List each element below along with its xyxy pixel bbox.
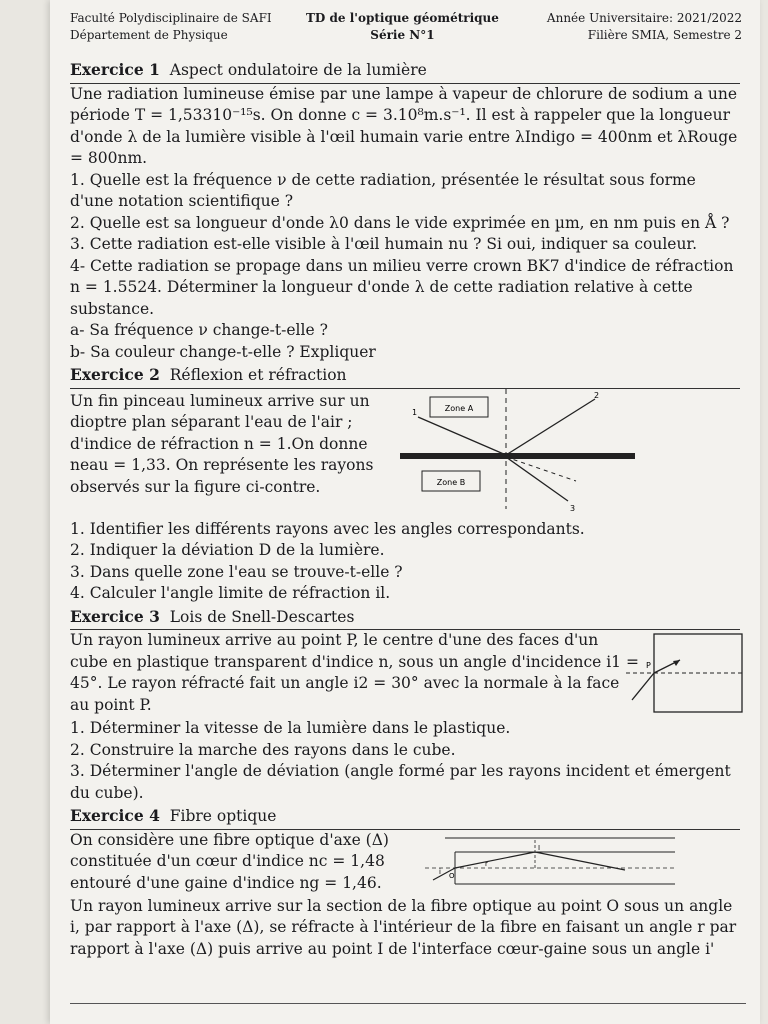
ray-3-label: 3 — [570, 503, 576, 513]
exercise-topic: Aspect ondulatoire de la lumière — [169, 61, 427, 79]
reflected-ray — [535, 852, 625, 870]
ex1-intro: Une radiation lumineuse émise par une lampe à vapeur de chlorure de sodium a une période T = 1,53310⁻¹⁵s. On donne c = 3.10⁸m.s⁻¹. Il est à rappeler que la longueur d'onde λ de la lumière visible à l'œil humain varie entre λIndigo = 400nm et λRouge = 800nm. — [70, 84, 738, 167]
ex3-intro: Un rayon lumineux arrive au point P, le centre d'une des faces d'un cube en plastique transparent d'indice n, sous un angle d'incidence i1 = 45°. Le rayon réfracté fait un angle i2 = 30° avec la normale à la face au point P. — [70, 631, 639, 714]
ex2-question-3: 3. Dans quelle zone l'eau se trouve-t-elle ? — [70, 562, 403, 581]
exercise-topic: Réflexion et réfraction — [169, 366, 347, 384]
exercise-3-title — [70, 606, 740, 631]
ex2-question-2: 2. Indiquer la déviation D de la lumière. — [70, 541, 385, 559]
ex3-question-2: 2. Construire la marche des rayons dans le cube. — [70, 740, 456, 759]
ex4-text-2: Un rayon lumineux arrive sur la section de la fibre optique au point O sous un angle i, par rapport à l'axe (Δ), se réfracte à l'intérieur de la fibre en faisant un angle r par rapport à l'axe (Δ) puis arrive au point I de l'interface cœur-gaine sous un angle i' — [70, 896, 737, 958]
ray-1-label: 1 — [412, 407, 418, 417]
point-p-label: P — [646, 661, 651, 670]
ex2-intro-row — [70, 389, 740, 519]
ray-1 — [418, 417, 506, 455]
exercise-number: Exercice 3 — [70, 606, 160, 626]
exercise-2-title — [70, 364, 740, 389]
ray-2 — [506, 399, 595, 455]
zone-b-label: Zone B — [436, 477, 466, 487]
ex3-question-1: 1. Déterminer la vitesse de la lumière dans le plastique. — [70, 719, 511, 737]
department-name: Département de Physique — [70, 28, 228, 42]
ex2-intro: Un fin pinceau lumineux arrive sur un dioptre plan séparant l'eau de l'air ; d'indice de réfraction n = 1.On donne neau = 1,33. On représente les rayons observés sur la figure ci-contre. — [70, 391, 374, 496]
ex3-intro-row — [70, 630, 740, 718]
ex3-question-3: 3. Déterminer l'angle de déviation (angle formé par les rayons incident et émergent du cube). — [70, 762, 731, 802]
ex1-question-4a: a- Sa fréquence ν change-t-elle ? — [70, 321, 328, 339]
td-title: TD de l'optique géométrique — [306, 11, 499, 25]
footer-rule — [70, 1003, 746, 1004]
point-i-label: I — [538, 843, 541, 852]
ex1-question-4: 4- Cette radiation se propage dans un milieu verre crown BK7 d'indice de réfraction n = 1.5524. Déterminer la longueur d'onde λ de cette radiation relative à cette substance. — [70, 256, 734, 318]
ex1-question-3: 3. Cette radiation est-elle visible à l'œil humain nu ? Si oui, indiquer sa couleur. — [70, 235, 698, 253]
document-body — [70, 58, 740, 960]
faculty-name: Faculté Polydisciplinaire de SAFI — [70, 11, 272, 25]
filiere: Filière SMIA, Semestre 2 — [587, 28, 742, 42]
incident-ray — [632, 673, 654, 700]
ex4-intro: On considère une fibre optique d'axe (Δ) constituée d'un cœur d'indice nc = 1,48 entouré d'une gaine d'indice ng = 1,46. — [70, 830, 389, 892]
zone-a-label: Zone A — [444, 403, 474, 413]
exercise-number: Exercice 1 — [70, 60, 160, 79]
cube-figure — [626, 630, 746, 716]
ex1-question-4b: b- Sa couleur change-t-elle ? Expliquer — [70, 342, 376, 361]
ex4-intro-row — [70, 830, 740, 896]
ex1-question-2: 2. Quelle est sa longueur d'onde λ0 dans le vide exprimée en µm, en nm puis en Å ? — [70, 213, 730, 232]
header-title-block — [306, 10, 499, 44]
ex1-question-1: 1. Quelle est la fréquence ν de cette radiation, présentée le résultat sous forme d'une notation scientifique ? — [70, 170, 696, 210]
page-header — [70, 10, 742, 48]
document-page — [50, 0, 760, 1024]
exercise-number: Exercice 4 — [70, 806, 160, 825]
exercise-4-title — [70, 805, 740, 830]
header-institution — [70, 10, 272, 44]
exercise-topic: Fibre optique — [169, 807, 277, 825]
exercise-number: Exercice 2 — [70, 365, 160, 384]
ray-extension — [506, 457, 576, 481]
angle-r-label: r — [485, 859, 488, 868]
point-o-label: O — [449, 871, 455, 880]
ex2-question-1: 1. Identifier les différents rayons avec les angles correspondants. — [70, 519, 585, 538]
serie-label: Série N°1 — [370, 28, 435, 42]
refraction-figure — [400, 389, 640, 517]
header-meta — [547, 10, 742, 44]
fiber-figure — [425, 830, 675, 894]
academic-year: Année Universitaire: 2021/2022 — [546, 11, 742, 25]
exercise-1-title — [70, 59, 740, 84]
ex2-question-4: 4. Calculer l'angle limite de réfraction il. — [70, 584, 391, 602]
exercise-topic: Lois de Snell-Descartes — [169, 607, 355, 626]
interface-line — [400, 453, 635, 459]
refracted-ray — [455, 852, 535, 868]
ray-3 — [506, 457, 568, 501]
angle-i-label: i — [439, 867, 441, 876]
ray-2-label: 2 — [594, 390, 600, 400]
